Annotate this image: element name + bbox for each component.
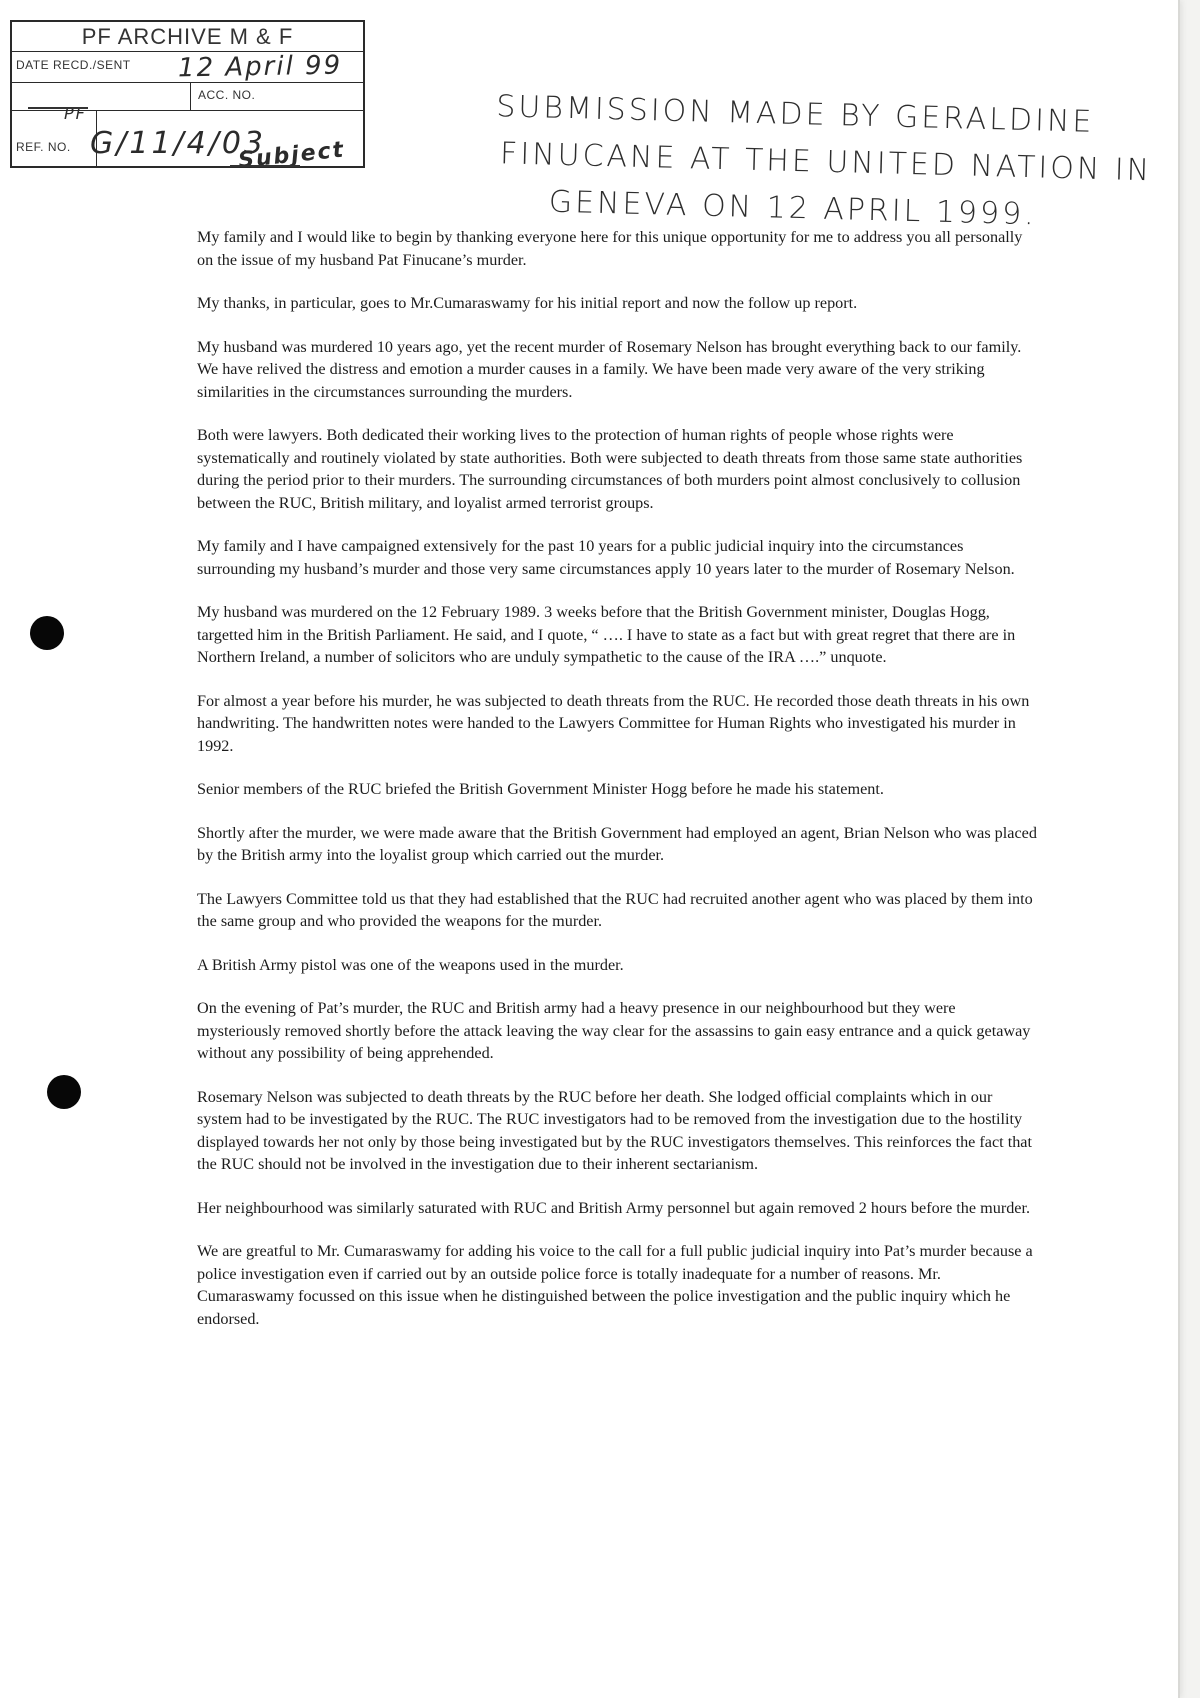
note-line: SUBMISSION MADE BY GERALDINE xyxy=(495,89,1095,140)
handwritten-submission-note xyxy=(493,83,1176,242)
date-received-label: DATE RECD./SENT xyxy=(16,58,131,72)
paragraph: My family and I have campaigned extensively for the past 10 years for a public judicial inquiry into the circumstances surrounding my husband’s murder and those very same circumstances apply 10 years later to the murder of Rosemary Nelson. xyxy=(197,537,1015,578)
paragraph: My thanks, in particular, goes to Mr.Cumaraswamy for his initial report and now the follow up report. xyxy=(197,294,858,312)
handwritten-date: 12 April 99 xyxy=(177,50,343,84)
stamp-title: PF ARCHIVE M & F xyxy=(81,24,294,49)
punch-hole xyxy=(47,1075,81,1109)
strike-line xyxy=(28,107,88,109)
statement-body xyxy=(197,226,1037,1351)
handwritten-ref-number: G/11/4/03 xyxy=(90,126,267,161)
handwritten-scrawl: Subject xyxy=(236,137,347,174)
handwritten-pf-mark: PF xyxy=(64,104,87,123)
paragraph: For almost a year before his murder, he was subjected to death threats from the RUC. He recorded those death threats in his own handwriting. The handwritten notes were handed to the Lawyers Committee for Human Rights who investigated his murder in 1992. xyxy=(197,691,1030,755)
paragraph: Both were lawyers. Both dedicated their working lives to the protection of human rights of people whose rights were systematically and routinely violated by state authorities. Both were subjected to death threats from those same state authorities during the period prior to their murders. The surrounding circumstances of both murders point almost conclusively to collusion between the RUC, British military, and loyalist armed terrorist groups. xyxy=(197,426,1023,512)
paragraph: On the evening of Pat’s murder, the RUC and British army had a heavy presence in our neighbourhood but they were mysteriously removed shortly before the attack leaving the way clear for the assassins to gain easy entrance and a quick getaway without any possibility of being apprehended. xyxy=(197,999,1031,1062)
paragraph: Rosemary Nelson was subjected to death threats by the RUC before her death. She lodged official complaints which in our system had to be investigated by the RUC. The RUC investigators had to be removed from the investigation due to the hostility displayed towards her not only by those being investigated but by the RUC investigators themselves. This reinforces the fact that the RUC should not be involved in the investigation due to their inherent sectarianism. xyxy=(197,1087,1032,1173)
paragraph: A British Army pistol was one of the weapons used in the murder. xyxy=(197,955,624,974)
ref-no-label: REF. NO. xyxy=(16,140,71,154)
paragraph: The Lawyers Committee told us that they had established that the RUC had recruited another agent who was placed by them into the same group and who provided the weapons for the murder. xyxy=(197,889,1033,930)
punch-hole xyxy=(30,616,64,650)
paragraph: My family and I would like to begin by thanking everyone here for this unique opportunity for me to address you all personally on the issue of my husband Pat Finucane’s murder. xyxy=(197,228,1023,269)
note-line: FINUCANE AT THE UNITED NATION IN xyxy=(499,136,1153,189)
paragraph: My husband was murdered on the 12 February 1989. 3 weeks before that the British Government minister, Douglas Hogg, targetted him in the British Parliament. He said, and I quote, “ …. I have to state as a fact but with great regret that there are in Northern Ireland, a number of solicitors who are unduly sympathetic to the cause of the IRA ….” unquote. xyxy=(197,603,1016,666)
paragraph: My husband was murdered 10 years ago, yet the recent murder of Rosemary Nelson has brought everything back to our family. We have relived the distress and emotion a murder causes in a family. We have been made very aware of the very striking similarities in the circumstances surrounding the murders. xyxy=(197,337,1022,401)
paragraph: Her neighbourhood was similarly saturated with RUC and British Army personnel but again removed 2 hours before the murder. xyxy=(197,1198,1031,1217)
strike-line xyxy=(230,165,300,167)
stamp-divider xyxy=(190,82,191,110)
paragraph: Senior members of the RUC briefed the British Government Minister Hogg before he made his statement. xyxy=(197,780,884,798)
note-line: GENEVA ON 12 APRIL 1999. xyxy=(548,184,1038,233)
acc-no-label: ACC. NO. xyxy=(198,88,256,102)
paragraph: Shortly after the murder, we were made aware that the British Government had employed an agent, Brian Nelson who was placed by the British army into the loyalist group which carried out the murder. xyxy=(197,823,1037,864)
paragraph: We are greatful to Mr. Cumaraswamy for adding his voice to the call for a full public judicial inquiry into Pat’s murder because a police investigation even if carried out by an outside police force is totally inadequate for a number of reasons. Mr. Cumaraswamy focussed on this issue when he distinguished between the police investigation and the public inquiry which he endorsed. xyxy=(197,1242,1033,1328)
